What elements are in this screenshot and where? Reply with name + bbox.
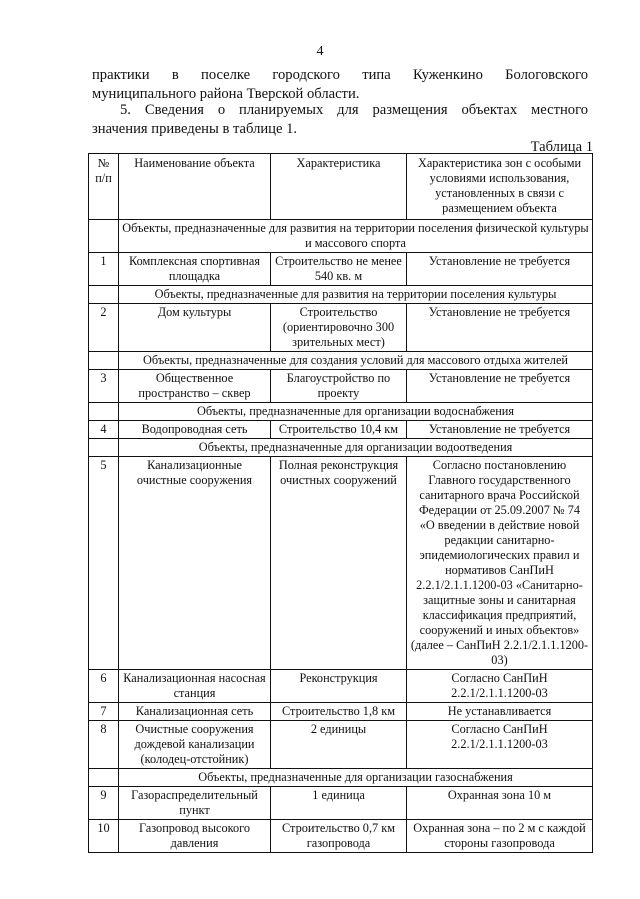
section-title-cell: Объекты, предназначенные для развития на территории поселения физической культуры и массового спорта [119, 220, 593, 253]
cell-characteristic: Реконструкция [271, 670, 407, 703]
cell-zone-characteristic: Согласно постановлению Главного государственного санитарного врача Российской Федерации от 25.09.2007 № 74 «О введении в действие новой редакции санитарно-эпидемиологических правил и нормативов СанПиН 2.2.1/2.1.1.1200-03 «Санитарно-защитные зоны и санитарная классификация предприятий, сооружений и иных объектов» (далее – СанПиН 2.2.1/2.1.1.1200-03) [407, 457, 593, 670]
cell-zone-characteristic: Охранная зона 10 м [407, 787, 593, 820]
cell-object-name: Дом культуры [119, 304, 271, 352]
section-title-cell: Объекты, предназначенные для развития на территории поселения культуры [119, 286, 593, 304]
section-title-cell: Объекты, предназначенные для организации водоснабжения [119, 403, 593, 421]
text-line: муниципального района Тверской области. [92, 86, 360, 102]
table-section-row [89, 403, 593, 421]
section-title-cell: Объекты, предназначенные для организации водоотведения [119, 439, 593, 457]
cell-number: 9 [89, 787, 119, 820]
section-empty-cell [89, 769, 119, 787]
table-body [89, 220, 593, 853]
cell-characteristic: Строительство не менее 540 кв. м [271, 253, 407, 286]
objects-table [88, 153, 593, 853]
table-section-row [89, 352, 593, 370]
table-section-row [89, 286, 593, 304]
cell-number: 5 [89, 457, 119, 670]
text-line: практики в поселке городского типа Куженкино Бологовского [92, 67, 588, 83]
cell-number: 4 [89, 421, 119, 439]
header-cell-characteristic: Характеристика [271, 154, 407, 220]
cell-characteristic: Строительство 10,4 км [271, 421, 407, 439]
text-line: 5. Сведения о планируемых для размещения объектах местного [120, 102, 588, 118]
cell-object-name: Канализационная сеть [119, 703, 271, 721]
cell-number: 2 [89, 304, 119, 352]
section-empty-cell [89, 439, 119, 457]
cell-object-name: Общественное пространство – сквер [119, 370, 271, 403]
cell-characteristic: Строительство 0,7 км газопровода [271, 820, 407, 853]
cell-characteristic: 2 единицы [271, 721, 407, 769]
cell-zone-characteristic: Согласно СанПиН 2.2.1/2.1.1.1200-03 [407, 721, 593, 769]
table-row [89, 253, 593, 286]
section-title-cell: Объекты, предназначенные для организации газоснабжения [119, 769, 593, 787]
paragraph-section-5 [92, 101, 588, 139]
table-row [89, 421, 593, 439]
paragraph-continuation [92, 66, 588, 104]
section-empty-cell [89, 403, 119, 421]
cell-characteristic: Благоустройство по проекту [271, 370, 407, 403]
cell-zone-characteristic: Установление не требуется [407, 421, 593, 439]
cell-number: 10 [89, 820, 119, 853]
cell-zone-characteristic: Согласно СанПиН 2.2.1/2.1.1.1200-03 [407, 670, 593, 703]
cell-zone-characteristic: Не устанавливается [407, 703, 593, 721]
cell-object-name: Канализационная насосная станция [119, 670, 271, 703]
page-number: 4 [316, 44, 324, 59]
cell-object-name: Газопровод высокого давления [119, 820, 271, 853]
table-row [89, 703, 593, 721]
cell-zone-characteristic: Охранная зона – по 2 м с каждой стороны газопровода [407, 820, 593, 853]
section-title-cell: Объекты, предназначенные для создания условий для массового отдыха жителей [119, 352, 593, 370]
cell-object-name: Канализационные очистные сооружения [119, 457, 271, 670]
section-empty-cell [89, 286, 119, 304]
cell-zone-characteristic: Установление не требуется [407, 304, 593, 352]
cell-object-name: Газораспределительный пункт [119, 787, 271, 820]
cell-zone-characteristic: Установление не требуется [407, 370, 593, 403]
table-header-row [89, 154, 593, 220]
cell-object-name: Комплексная спортивная площадка [119, 253, 271, 286]
table-row [89, 457, 593, 670]
table-row [89, 787, 593, 820]
table-section-row [89, 220, 593, 253]
table-caption: Таблица 1 [530, 139, 593, 155]
table-row [89, 304, 593, 352]
table-section-row [89, 769, 593, 787]
header-cell-zone: Характеристика зон с особыми условиями использования, установленных в связи с размещением объекта [407, 154, 593, 220]
table-row [89, 670, 593, 703]
cell-number: 7 [89, 703, 119, 721]
cell-number: 8 [89, 721, 119, 769]
table-section-row [89, 439, 593, 457]
cell-object-name: Очистные сооружения дождевой канализации (колодец-отстойник) [119, 721, 271, 769]
section-empty-cell [89, 352, 119, 370]
cell-zone-characteristic: Установление не требуется [407, 253, 593, 286]
table-row [89, 370, 593, 403]
cell-number: 6 [89, 670, 119, 703]
text-line: значения приведены в таблице 1. [92, 121, 298, 137]
section-empty-cell [89, 220, 119, 253]
cell-characteristic: 1 единица [271, 787, 407, 820]
header-cell-number: № п/п [89, 154, 119, 220]
cell-characteristic: Строительство 1,8 км [271, 703, 407, 721]
cell-number: 1 [89, 253, 119, 286]
cell-characteristic: Полная реконструкция очистных сооружений [271, 457, 407, 670]
header-cell-name: Наименование объекта [119, 154, 271, 220]
cell-number: 3 [89, 370, 119, 403]
cell-characteristic: Строительство (ориентировочно 300 зрительных мест) [271, 304, 407, 352]
table-row [89, 721, 593, 769]
table-row [89, 820, 593, 853]
cell-object-name: Водопроводная сеть [119, 421, 271, 439]
